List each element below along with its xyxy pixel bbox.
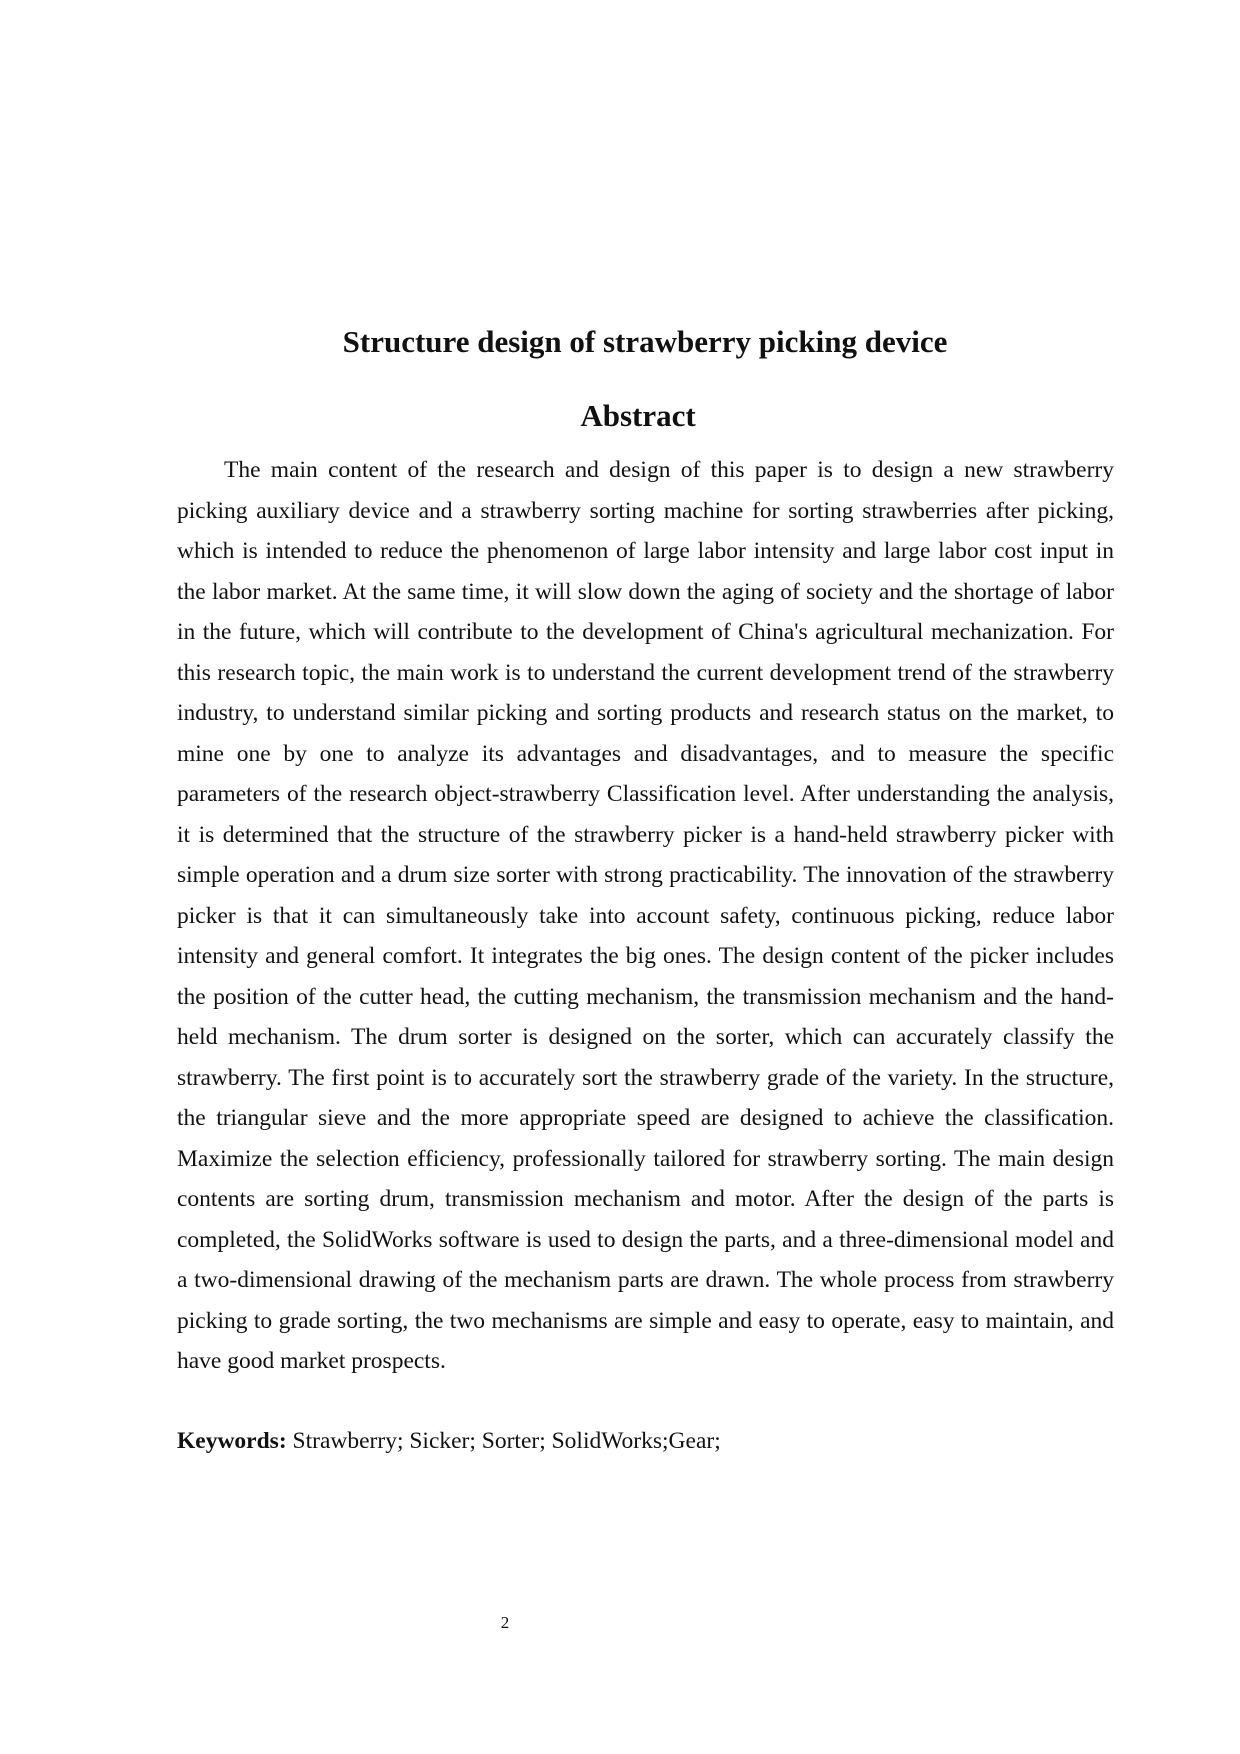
abstract-paragraph: The main content of the research and design of this paper is to design a new strawberry picking auxiliary device and a strawberry sorting machine for sorting strawberries after picking, which is intended to reduce the phenomenon of large labor intensity and large labor cost input in the labor market. At the same time, it will slow down the aging of society and the shortage of labor in the future, which will contribute to the development of China's agricultural mechanization. For this research topic, the main work is to understand the current development trend of the strawberry industry, to understand similar picking and sorting products and research status on the market, to mine one by one to analyze its advantages and disadvantages, and to measure the specific parameters of the research object-strawberry Classification level. After understanding the analysis, it is determined that the structure of the strawberry picker is a hand-held strawberry picker with simple operation and a drum size sorter with strong practicability. The innovation of the strawberry picker is that it can simultaneously take into account safety, continuous picking, reduce labor intensity and general comfort. It integrates the big ones. The design content of the picker includes the position of the cutter head, the cutting mechanism, the transmission mechanism and the hand-held mechanism. The drum sorter is designed on the sorter, which can accurately classify the strawberry. The first point is to accurately sort the strawberry grade of the variety. In the structure, the triangular sieve and the more appropriate speed are designed to achieve the classification. Maximize the selection efficiency, professionally tailored for strawberry sorting. The main design contents are sorting drum, transmission mechanism and motor. After the design of the parts is completed, the SolidWorks software is used to design the parts, and a three-dimensional model and a two-dimensional drawing of the mechanism parts are drawn. The whole process from strawberry picking to grade sorting, the two mechanisms are simple and easy to operate, easy to maintain, and have good market prospects. — [177, 457, 1114, 1374]
page-number: 2 — [500, 1613, 510, 1632]
abstract-heading: Abstract — [580, 398, 696, 433]
keywords-label: Keywords: — [177, 1428, 287, 1454]
paper-title: Structure design of strawberry picking device — [342, 324, 948, 359]
keywords-text: Strawberry; Sicker; Sorter; SolidWorks;Gear; — [286, 1428, 721, 1454]
keywords-line — [177, 1421, 1114, 1462]
